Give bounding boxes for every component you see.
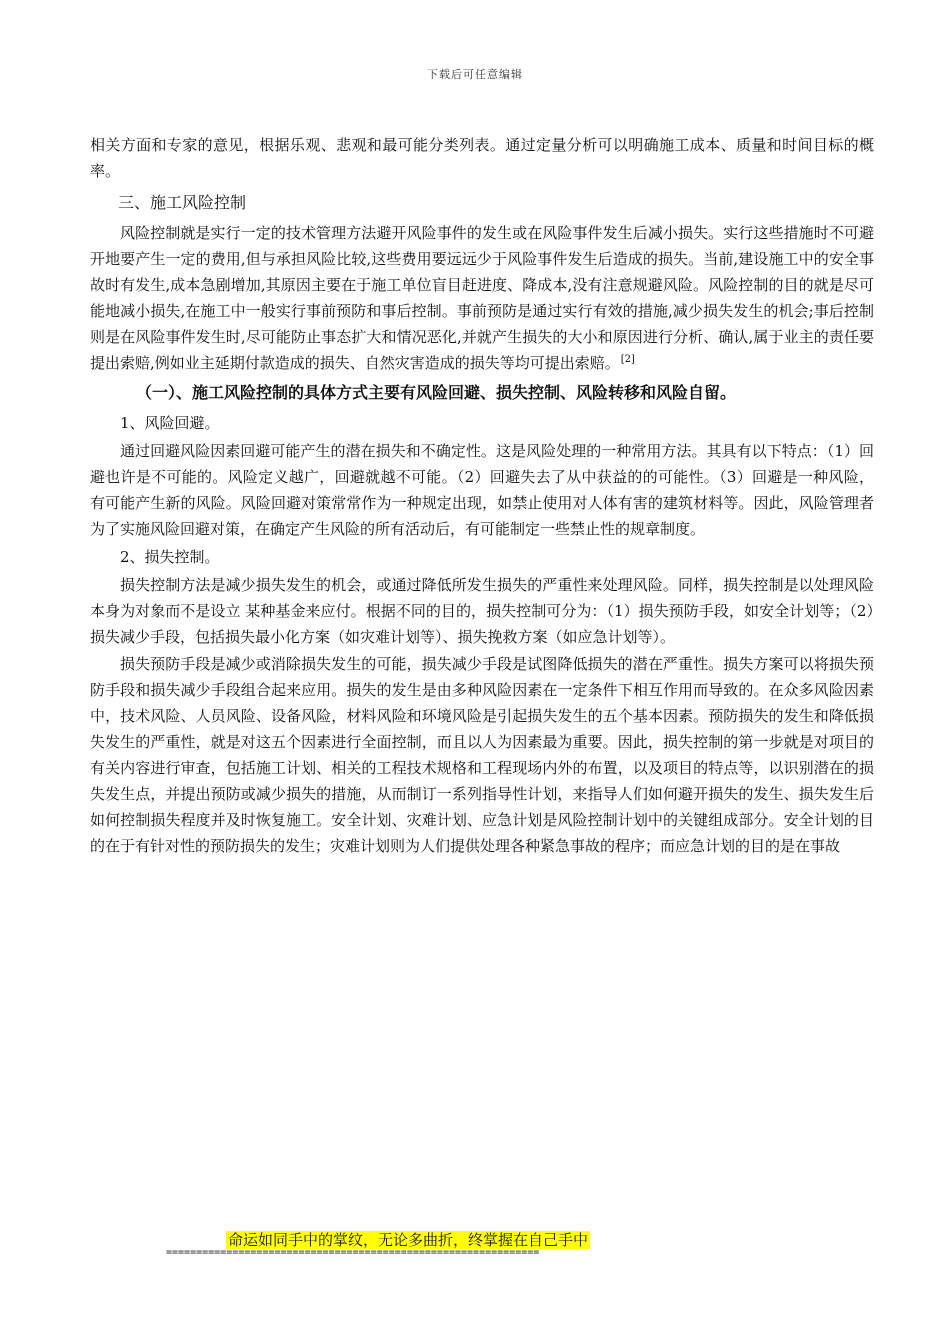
footer-motto: 命运如同手中的掌纹，无论多曲折，终掌握在自己手中 (228, 1231, 589, 1249)
paragraph-loss-control: 损失控制方法是减少损失发生的机会，或通过降低所发生损失的严重性来处理风险。同样，损失控制是以处理风险本身为对象而不是设立 某种基金来应付。根据不同的目的，损失控制可分为：（1）损失预防手段，如安全计划等；（2）损失减少手段，包括损失最小化方案（如灾难计划等）、损失挽救方案（如应急计划等）。 (90, 576, 874, 646)
paragraph-risk-avoidance: 通过回避风险因素回避可能产生的潜在损失和不确定性。这是风险处理的一种常用方法。其具有以下特点：（1）回避也许是不可能的。风险定义越广，回避就越不可能。（2）回避失去了从中获益的的可能性。（3）回避是一种风险，有可能产生新的风险。风险回避对策常常作为一种规定出现，如禁止使用对人体有害的建筑材料等。因此，风险管理者为了实施风险回避对策，在确定产生风险的所有活动后，有可能制定一些禁止性的规章制度。 (90, 442, 874, 538)
document-body (90, 132, 874, 860)
paragraph-risk-control-text: 风险控制就是实行一定的技术管理方法避开风险事件的发生或在风险事件发生后减小损失。实行这些措施时不可避开地要产生一定的费用,但与承担风险比较,这些费用要远远少于风险事件发生后造成的损失。当前,建设施工中的安全事故时有发生,成本急剧增加,其原因主要在于施工单位盲目赶进度、降成本,没有注意规避风险。风险控制的目的就是尽可能地减小损失,在施工中一般实行事前预防和事后控制。事前预防是通过实行有效的措施,减少损失发生的机会;事后控制则是在风险事件发生时,尽可能防止事态扩大和情况恶化,并就产生损失的大小和原因进行分析、确认,属于业主的责任要提出索赔,例如业主延期付款造成的损失、自然灾害造成的损失等均可提出索赔。 (90, 224, 874, 372)
item-heading-loss-control: 2、损失控制。 (120, 548, 220, 566)
citation-ref: [2] (620, 354, 635, 365)
paragraph-continuation: 相关方面和专家的意见，根据乐观、悲观和最可能分类列表。通过定量分析可以明确施工成本、质量和时间目标的概率。 (90, 136, 874, 180)
subsection-heading-control-methods: （一）、施工风险控制的具体方式主要有风险回避、损失控制、风险转移和风险自留。 (136, 383, 737, 402)
page-header-note: 下载后可任意编辑 (427, 68, 523, 81)
section-heading-risk-control: 三、施工风险控制 (118, 193, 247, 212)
paragraph-loss-prevention: 损失预防手段是减少或消除损失发生的可能，损失减少手段是试图降低损失的潜在严重性。损失方案可以将损失预防手段和损失减少手段组合起来应用。损失的发生是由多种风险因素在一定条件下相互作用而导致的。在众多风险因素中，技术风险、人员风险、设备风险，材料风险和环境风险是引起损失发生的五个基本因素。预防损失的发生和降低损失发生的严重性，就是对这五个因素进行全面控制，而且以人为因素最为重要。因此，损失控制的第一步就是对项目的有关内容进行审查，包括施工计划、相关的工程技术规格和工程现场内外的布置，以及项目的特点等，以识别潜在的损失发生点，并提出预防或减少损失的措施，从而制订一系列指导性计划，来指导人们如何避开损失的发生、损失发生后如何控制损失程度并及时恢复施工。安全计划、灾难计划、应急计划是风险控制计划中的关键组成部分。安全计划的目的在于有针对性的预防损失的发生；灾难计划则为人们提供处理各种紧急事故的程序；而应急计划的目的是在事故 (90, 655, 874, 855)
footer-divider: ============================================================== (166, 1247, 540, 1258)
paragraph-risk-control (90, 220, 874, 376)
item-heading-risk-avoidance: 1、风险回避。 (120, 414, 220, 432)
